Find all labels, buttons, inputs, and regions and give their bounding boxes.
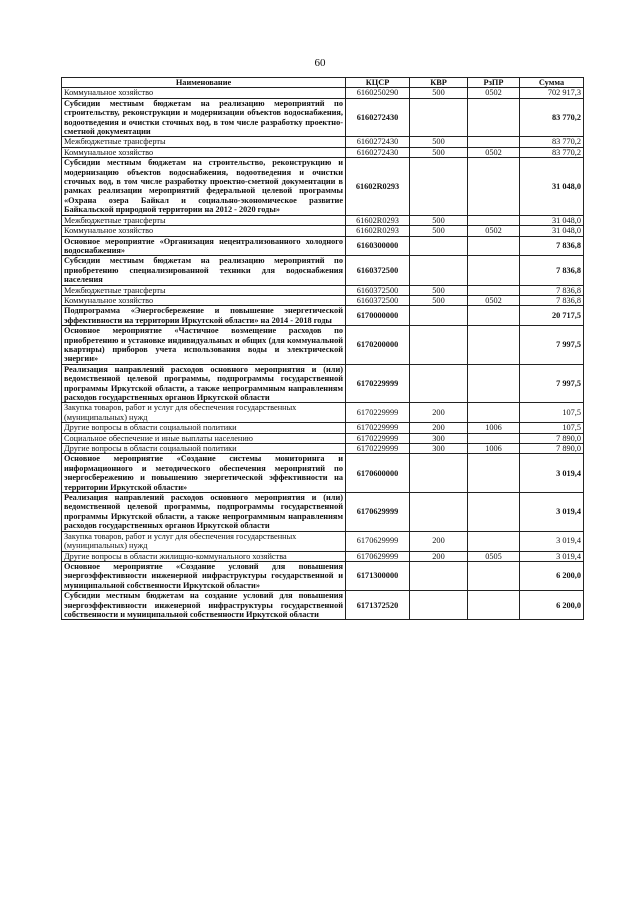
- cell-rzpr: 0502: [468, 295, 520, 305]
- cell-kvr: 200: [410, 423, 468, 433]
- cell-kcsr: 6170600000: [346, 454, 410, 493]
- cell-sum: 7 836,8: [520, 295, 584, 305]
- table-row: [62, 256, 584, 285]
- cell-sum: 6 200,0: [520, 591, 584, 620]
- table-row: [62, 215, 584, 225]
- cell-kcsr: 61602R0293: [346, 215, 410, 225]
- cell-name: Коммунальное хозяйство: [62, 147, 346, 157]
- cell-kvr: 500: [410, 226, 468, 236]
- cell-kvr: 500: [410, 295, 468, 305]
- cell-sum: 7 836,8: [520, 256, 584, 285]
- cell-rzpr: [468, 403, 520, 423]
- table-row: [62, 158, 584, 215]
- cell-rzpr: [468, 326, 520, 365]
- cell-name: Межбюджетные трансферты: [62, 215, 346, 225]
- cell-rzpr: 0505: [468, 551, 520, 561]
- cell-sum: 3 019,4: [520, 531, 584, 551]
- table-row: [62, 433, 584, 443]
- cell-kvr: 500: [410, 137, 468, 147]
- cell-sum: 83 770,2: [520, 98, 584, 137]
- table-row: [62, 88, 584, 98]
- cell-sum: 31 048,0: [520, 215, 584, 225]
- cell-kvr: 500: [410, 215, 468, 225]
- cell-kcsr: 6171372520: [346, 591, 410, 620]
- cell-name: Субсидии местным бюджетам на реализацию мероприятий по приобретению специализированной техники для водоснабжения населения: [62, 256, 346, 285]
- cell-name: Основное мероприятие «Организация нецентрализованного холодного водоснабжения»: [62, 236, 346, 256]
- table-row: [62, 493, 584, 532]
- budget-table: [61, 77, 584, 620]
- cell-rzpr: 1006: [468, 423, 520, 433]
- cell-sum: 107,5: [520, 403, 584, 423]
- table-row: [62, 403, 584, 423]
- cell-name: Субсидии местным бюджетам на реализацию мероприятий по строительству, реконструкции и модернизации объектов водоснабжения, водоотведения и очистки сточных вод, в том числе разработку проектно-сметной документации: [62, 98, 346, 137]
- header-kvr: КВР: [410, 78, 468, 88]
- table-row: [62, 236, 584, 256]
- table-row: [62, 423, 584, 433]
- cell-rzpr: 0502: [468, 226, 520, 236]
- table-body: [62, 88, 584, 620]
- cell-kvr: 500: [410, 285, 468, 295]
- table-row: [62, 98, 584, 137]
- cell-name: Другие вопросы в области жилищно-коммунального хозяйства: [62, 551, 346, 561]
- cell-kvr: [410, 98, 468, 137]
- cell-kvr: 200: [410, 551, 468, 561]
- cell-name: Субсидии местным бюджетам на создание условий для повышения энергоэффективности инженерной инфраструктуры государственной собственности и муниципальной собственности Иркутской области: [62, 591, 346, 620]
- table-row: [62, 444, 584, 454]
- table-row: [62, 137, 584, 147]
- cell-kcsr: 6170629999: [346, 493, 410, 532]
- cell-kvr: [410, 158, 468, 215]
- table-row: [62, 147, 584, 157]
- table-header-row: [62, 78, 584, 88]
- cell-kvr: [410, 454, 468, 493]
- cell-kcsr: 6170229999: [346, 444, 410, 454]
- cell-name: Коммунальное хозяйство: [62, 295, 346, 305]
- cell-name: Основное мероприятие «Создание системы мониторинга и информационного и методического обеспечения мероприятий по энергосбережению и повышению энергетической эффективности на территории Иркутской области»: [62, 454, 346, 493]
- cell-name: Коммунальное хозяйство: [62, 88, 346, 98]
- cell-name: Межбюджетные трансферты: [62, 137, 346, 147]
- cell-kcsr: 6160272430: [346, 147, 410, 157]
- cell-name: Закупка товаров, работ и услуг для обеспечения государственных (муниципальных) нужд: [62, 403, 346, 423]
- cell-kcsr: 6170629999: [346, 531, 410, 551]
- cell-kvr: 300: [410, 444, 468, 454]
- cell-rzpr: [468, 561, 520, 590]
- cell-sum: 83 770,2: [520, 137, 584, 147]
- cell-kcsr: 6160300000: [346, 236, 410, 256]
- cell-sum: 3 019,4: [520, 454, 584, 493]
- cell-rzpr: [468, 306, 520, 326]
- table-row: [62, 285, 584, 295]
- cell-kvr: [410, 591, 468, 620]
- header-rzpr: РзПР: [468, 78, 520, 88]
- header-kcsr: КЦСР: [346, 78, 410, 88]
- cell-kvr: [410, 236, 468, 256]
- cell-sum: 7 836,8: [520, 236, 584, 256]
- cell-kcsr: 6170229999: [346, 423, 410, 433]
- table-row: [62, 561, 584, 590]
- cell-kvr: [410, 364, 468, 403]
- page-number: 60: [314, 57, 326, 69]
- cell-sum: 7 997,5: [520, 364, 584, 403]
- cell-kvr: [410, 326, 468, 365]
- header-name: Наименование: [62, 78, 346, 88]
- cell-kcsr: 6160272430: [346, 98, 410, 137]
- cell-kcsr: 61602R0293: [346, 226, 410, 236]
- cell-sum: 7 890,0: [520, 433, 584, 443]
- cell-rzpr: [468, 137, 520, 147]
- table-row: [62, 364, 584, 403]
- cell-sum: 31 048,0: [520, 226, 584, 236]
- cell-kcsr: 6160372500: [346, 285, 410, 295]
- cell-name: Реализация направлений расходов основного мероприятия и (или) ведомственной целевой программы, подпрограммы государственной программы Иркутской области, а также непрограммным направлениям расходов государственных органов Иркутской области: [62, 493, 346, 532]
- cell-rzpr: [468, 98, 520, 137]
- cell-sum: 3 019,4: [520, 551, 584, 561]
- table-row: [62, 306, 584, 326]
- cell-rzpr: [468, 454, 520, 493]
- cell-rzpr: [468, 236, 520, 256]
- cell-kcsr: 6170229999: [346, 433, 410, 443]
- table-row: [62, 531, 584, 551]
- cell-rzpr: [468, 158, 520, 215]
- cell-kcsr: 6160272430: [346, 137, 410, 147]
- cell-rzpr: 0502: [468, 147, 520, 157]
- cell-kvr: [410, 493, 468, 532]
- cell-kcsr: 6170229999: [346, 403, 410, 423]
- cell-rzpr: 1006: [468, 444, 520, 454]
- table-row: [62, 551, 584, 561]
- cell-name: Субсидии местным бюджетам на строительство, реконструкцию и модернизацию объектов водоснабжения, водоотведения и очистки сточных вод, в том числе разработку проектно-сметной документации в рамках реализации мероприятий федеральной целевой программы «Охрана озера Байкал и социально-экономическое развитие Байкальской природной территории на 2012 - 2020 годы»: [62, 158, 346, 215]
- cell-rzpr: 0502: [468, 88, 520, 98]
- cell-name: Социальное обеспечение и иные выплаты населению: [62, 433, 346, 443]
- cell-rzpr: [468, 433, 520, 443]
- table-row: [62, 326, 584, 365]
- cell-name: Коммунальное хозяйство: [62, 226, 346, 236]
- cell-kcsr: 6170229999: [346, 364, 410, 403]
- cell-kcsr: 6160372500: [346, 256, 410, 285]
- cell-name: Подпрограмма «Энергосбережение и повышение энергетической эффективности на территории Иркутской области» на 2014 - 2018 годы: [62, 306, 346, 326]
- cell-sum: 83 770,2: [520, 147, 584, 157]
- cell-rzpr: [468, 591, 520, 620]
- table-row: [62, 591, 584, 620]
- cell-kcsr: 6160250290: [346, 88, 410, 98]
- cell-sum: 7 997,5: [520, 326, 584, 365]
- cell-sum: 3 019,4: [520, 493, 584, 532]
- cell-kvr: 500: [410, 147, 468, 157]
- cell-name: Реализация направлений расходов основного мероприятия и (или) ведомственной целевой программы, подпрограммы государственной программы Иркутской области, а также непрограммным направлениям расходов государственных органов Иркутской области: [62, 364, 346, 403]
- cell-kvr: 200: [410, 403, 468, 423]
- cell-sum: 107,5: [520, 423, 584, 433]
- cell-kvr: [410, 306, 468, 326]
- cell-rzpr: [468, 364, 520, 403]
- header-sum: Сумма: [520, 78, 584, 88]
- cell-name: Другие вопросы в области социальной политики: [62, 423, 346, 433]
- table-row: [62, 454, 584, 493]
- cell-sum: 7 836,8: [520, 285, 584, 295]
- cell-name: Закупка товаров, работ и услуг для обеспечения государственных (муниципальных) нужд: [62, 531, 346, 551]
- cell-name: Основное мероприятие «Частичное возмещение расходов по приобретению и установке индивидуальных и общих (для коммунальной квартиры) приборов учета использования воды и электрической энергии»: [62, 326, 346, 365]
- cell-kvr: 300: [410, 433, 468, 443]
- cell-sum: 702 917,3: [520, 88, 584, 98]
- cell-rzpr: [468, 531, 520, 551]
- cell-kcsr: 6171300000: [346, 561, 410, 590]
- cell-name: Основное мероприятие «Создание условий для повышения энергоэффективности инженерной инфраструктуры государственной и муниципальной собственности Иркутской области»: [62, 561, 346, 590]
- cell-kvr: [410, 561, 468, 590]
- cell-kcsr: 6160372500: [346, 295, 410, 305]
- cell-name: Другие вопросы в области социальной политики: [62, 444, 346, 454]
- table-row: [62, 295, 584, 305]
- cell-kvr: [410, 256, 468, 285]
- cell-sum: 7 890,0: [520, 444, 584, 454]
- cell-sum: 20 717,5: [520, 306, 584, 326]
- cell-kvr: 200: [410, 531, 468, 551]
- cell-rzpr: [468, 493, 520, 532]
- cell-kcsr: 6170629999: [346, 551, 410, 561]
- cell-kcsr: 6170200000: [346, 326, 410, 365]
- cell-rzpr: [468, 256, 520, 285]
- cell-rzpr: [468, 285, 520, 295]
- cell-kcsr: 61602R0293: [346, 158, 410, 215]
- table-row: [62, 226, 584, 236]
- cell-rzpr: [468, 215, 520, 225]
- cell-name: Межбюджетные трансферты: [62, 285, 346, 295]
- cell-kcsr: 6170000000: [346, 306, 410, 326]
- cell-kvr: 500: [410, 88, 468, 98]
- cell-sum: 6 200,0: [520, 561, 584, 590]
- cell-sum: 31 048,0: [520, 158, 584, 215]
